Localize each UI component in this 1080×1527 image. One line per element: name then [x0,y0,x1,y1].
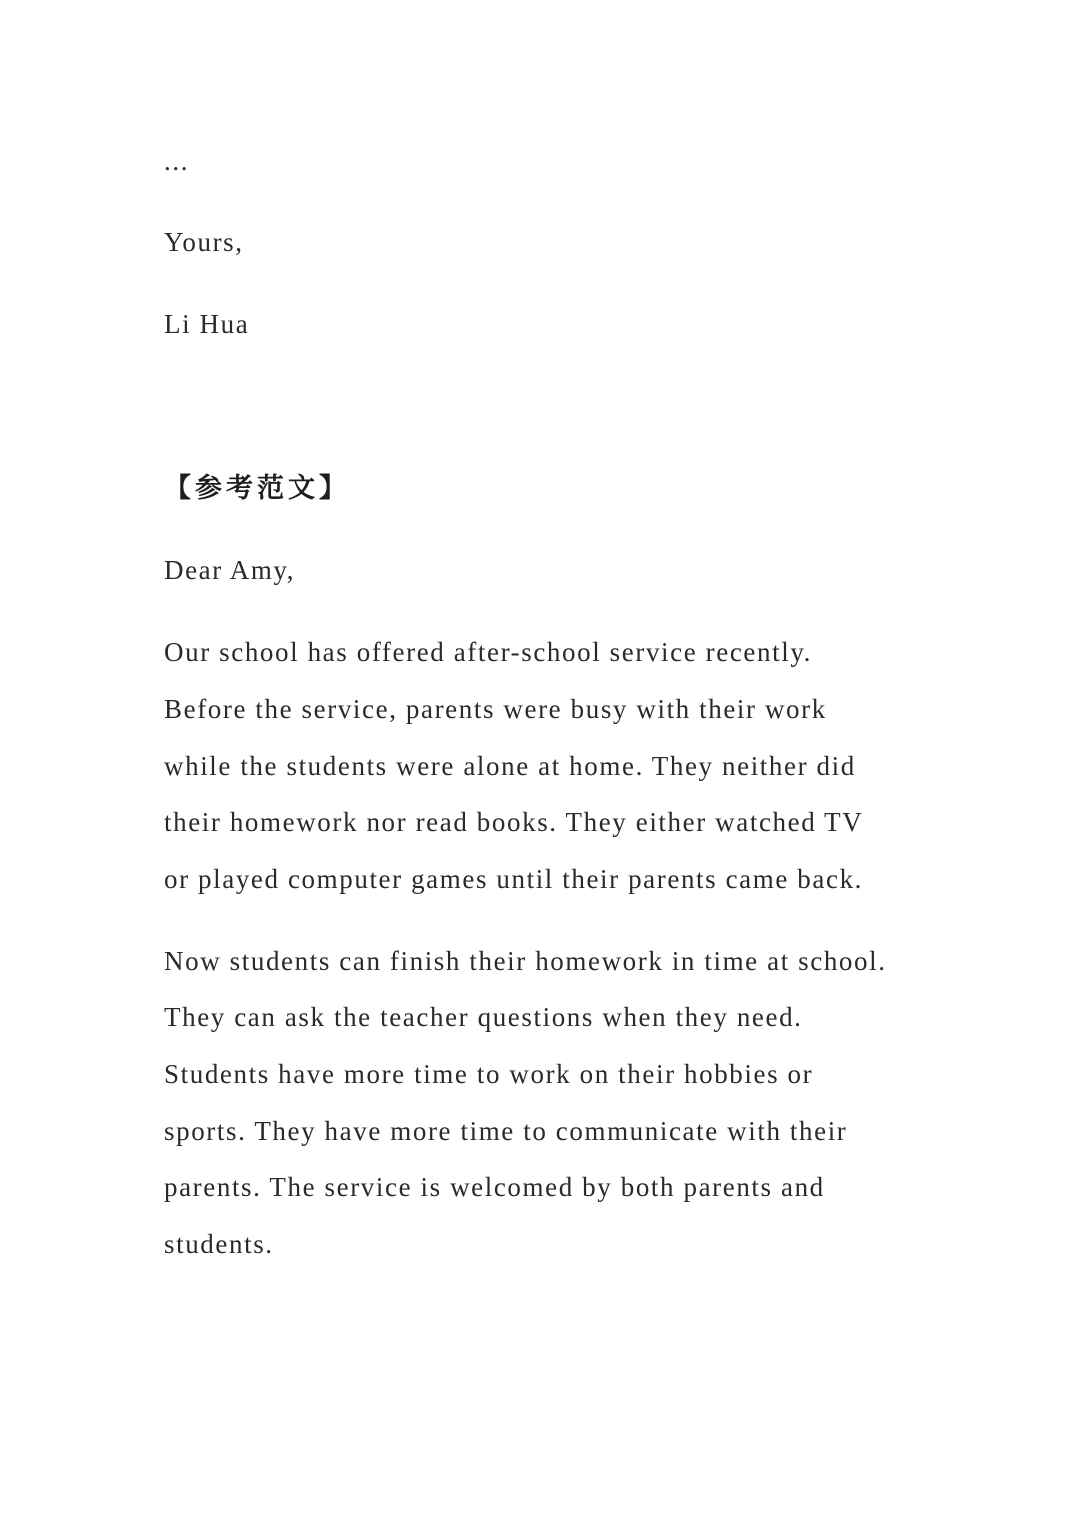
closing-text: Yours, [164,227,244,257]
paragraph-line: parents. The service is welcomed by both parents and [164,1172,825,1202]
paragraph-line: their homework nor read books. They either watched TV [164,807,864,837]
paragraph-line: Students have more time to work on their hobbies or [164,1059,814,1089]
paragraph-line: or played computer games until their parents came back. [164,864,864,894]
paragraph-line: They can ask the teacher questions when they need. [164,1002,803,1032]
salutation-text: Dear Amy, [164,555,296,585]
signature-text: Li Hua [164,309,250,339]
paragraph-line: Now students can finish their homework in time at school. [164,946,887,976]
paragraph-line: sports. They have more time to communicate with their [164,1116,848,1146]
paragraph-line: Before the service, parents were busy with their work [164,694,827,724]
paragraph-line: students. [164,1229,274,1259]
paragraph-line: Our school has offered after-school service recently. [164,637,813,667]
paragraph-line: while the students were alone at home. They neither did [164,751,856,781]
reference-essay-heading: 【参考范文】 [164,473,350,504]
ellipsis-text: ... [164,146,190,176]
